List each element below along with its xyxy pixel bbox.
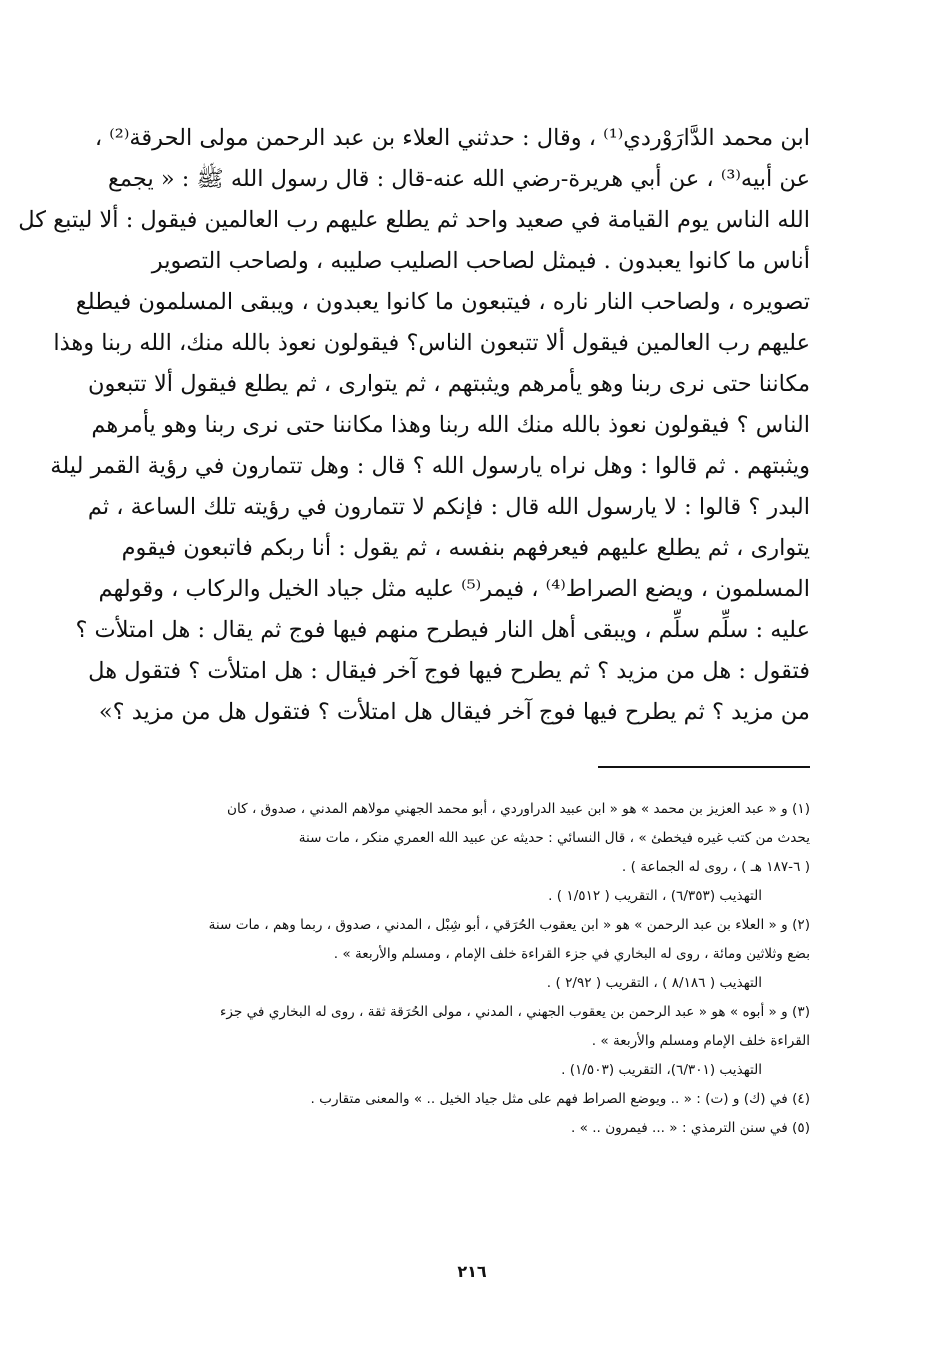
- text-line: يتوارى ، ثم يطلع عليهم فيعرفهم بنفسه ، ثم يقول : أنا ربكم فاتبعون فيقوم: [121, 535, 810, 561]
- page-number: ٢١٦: [457, 1262, 487, 1281]
- main-text-block: [18, 118, 810, 733]
- text-line: ابن محمد الدَّارَوْردي⁽¹⁾ ، وقال : حدثني العلاء بن عبد الرحمن مولى الحرقة⁽²⁾ ،: [94, 125, 810, 151]
- text-line: البدر ؟ قالوا : لا يارسول الله قال : فإنكم لا تتمارون في رؤيته تلك الساعة ، ثم: [87, 494, 810, 520]
- footnote-separator: [598, 766, 810, 768]
- text-line: أناس ما كانوا يعبدون . فيمثل لصاحب الصليب صليبه ، ولصاحب التصوير: [151, 248, 810, 274]
- text-line: الله الناس يوم القيامة في صعيد واحد ثم يطلع عليهم رب العالمين فيقول : ألا ليتبع كل: [18, 207, 810, 233]
- footnote-line: ( ٦-١٨٧ هـ ) ، روى له الجماعة ) .: [621, 859, 810, 875]
- text-line: تصويره ، ولصاحب النار ناره ، فيتبعون ما كانوا يعبدون ، ويبقى المسلمون فيطلع: [75, 289, 810, 315]
- text-line: من مزيد ؟ ثم يطرح فيها فوج آخر فيقال هل امتلأت ؟ فتقول هل من مزيد ؟»: [98, 699, 810, 725]
- text-line: الناس ؟ فيقولون نعوذ بالله منك الله ربنا وهذا مكاننا حتى نرى ربنا وهو يأمرهم: [91, 412, 810, 438]
- text-line: المسلمون ، ويضع الصراط⁽⁴⁾ ، فيمر⁽⁵⁾ عليه مثل جياد الخيل والركاب ، وقولهم: [98, 576, 810, 602]
- text-line: فتقول : هل من مزيد ؟ ثم يطرح فيها فوج آخر فيقال : هل امتلأت ؟ فتقول هل: [88, 658, 810, 684]
- footnote-reference-line: التهذيب (٦/٣٠١)، التقريب (١/٥٠٣) .: [561, 1062, 762, 1078]
- text-line: ويثبتهم . ثم قالوا : وهل نراه يارسول الله ؟ قال : وهل تتمارون في رؤية القمر ليلة: [50, 453, 810, 479]
- footnote-line: (١) و « عبد العزيز بن محمد » هو « ابن عبيد الدراوردي ، أبو محمد الجهني مولاهم المدني ، صدوق ، كان: [227, 801, 810, 817]
- footnote-line: (٤) في (ك) و (ت) : « .. ويوضع الصراط فهم على مثل جياد الخيل .. » والمعنى متقارب .: [310, 1091, 810, 1107]
- text-line: مكاننا حتى نرى ربنا وهو يأمرهم ويثبتهم ، ثم يتوارى ، ثم يطلع فيقول ألا تتبعون: [87, 371, 810, 397]
- footnote-reference-line: التهذيب (٦/٣٥٣) ، التقريب ( ١/٥١٢ ) .: [548, 888, 762, 904]
- text-line: عن أبيه⁽³⁾ ، عن أبي هريرة-رضي الله عنه-قال : قال رسول الله ﷺ : « يجمع: [107, 166, 810, 192]
- footnote-reference-line: التهذيب ( ٨/١٨٦ ) ، التقريب ( ٢/٩٢ ) .: [546, 975, 762, 991]
- text-line: عليه : سلِّم سلِّم ، ويبقى أهل النار فيطرح منهم فيها فوج ثم يقال : هل امتلأت ؟: [75, 617, 810, 643]
- footnote-line: (٢) و « العلاء بن عبد الرحمن » هو « ابن يعقوب الحُرَقي ، أبو شِبْل ، المدني ، صدوق ، ربما وهم ، مات سنة: [208, 917, 810, 933]
- footnotes-block: [128, 795, 810, 1143]
- footnote-line: (٣) و « أبوه » هو « عبد الرحمن بن يعقوب الجهني ، المدني ، مولى الحُرَقة ثقة ، روى له البخاري في جزء: [219, 1004, 810, 1020]
- footnote-line: بضع وثلاثين ومائة ، روى له البخاري في جزء القراءة خلف الإمام ، ومسلم والأربعة » .: [333, 946, 810, 962]
- footnote-line: (٥) في سنن الترمذي : « ... فيمرون .. » .: [570, 1120, 810, 1136]
- text-line: عليهم رب العالمين فيقول ألا تتبعون الناس؟ فيقولون نعوذ بالله منك، الله ربنا وهذا: [53, 330, 810, 356]
- footnote-line: القراءة خلف الإمام ومسلم والأربعة » .: [591, 1033, 810, 1049]
- footnote-line: يحدث من كتب غيره فيخطئ » ، قال النسائي : حديثه عن عبيد الله العمري منكر ، مات سنة: [298, 830, 810, 846]
